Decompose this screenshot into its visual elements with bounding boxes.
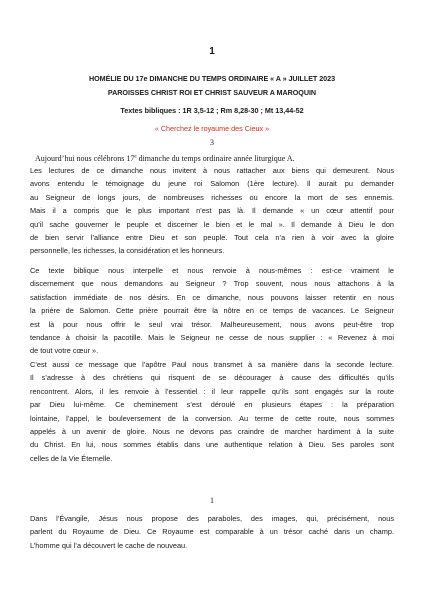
paragraph-salomon xyxy=(30,164,394,258)
text-line: satisfaction immédiate de nos désirs. En ce dimanche, nous pouvons laisser retentir en nous xyxy=(30,292,394,302)
text-line: qu’il sache gouverner le peuple et discerner le bien et le mal ». Il demande à Dieu le don xyxy=(30,219,394,229)
intro-text-after: dimanche du temps ordinaire année liturgique A. xyxy=(136,154,295,163)
text-line: est là pour nous offrir le seul vrai trésor. Malheureusement, nous avons peut-être trop xyxy=(30,319,394,329)
section-number: 1 xyxy=(210,496,214,505)
homily-subtitle: « Cherchez le royaume des Cieux » xyxy=(154,124,270,133)
text-line: la prière de Salomon. Cette prière pourrait être la nôtre en ce temps de vacances. Le Seigneur xyxy=(30,306,394,316)
text-line: Il s’adresse à des chrétiens qui risquent de se décourager à cause des difficultés qu’ils xyxy=(30,373,394,383)
paragraph-paul xyxy=(30,358,394,465)
text-line: Dans l’Évangile, Jésus nous propose des paraboles, des images, qui, précisément, nous xyxy=(30,514,394,523)
paragraph-evangile xyxy=(30,512,394,552)
text-line: tendance à choisir la pacotille. Mais le Seigneur ne cesse de nous supplier : « Revenez à moi xyxy=(30,333,394,343)
text-line: rencontrent. Alors, il les renvoie à l’essentiel : il leur rappelle qu’ils sont engagés sur la route xyxy=(30,386,394,396)
text-line: Les lectures de ce dimanche nous invitent à nous rattacher aux biens qui demeurent. Nous xyxy=(30,166,394,175)
text-line: personnelle, les richesses, la considération et les honneurs. xyxy=(30,246,225,256)
intro-superscript: e xyxy=(134,154,137,160)
paragraph-discernement xyxy=(30,264,394,358)
text-line: lointaine, l’appel, le bouleversement de la conversion. Au terme de cette route, nous sommes xyxy=(30,413,394,423)
text-line: par Dieu lui-même. Ce cheminement s’est déroulé en plusieurs étapes : la préparation xyxy=(30,400,394,410)
text-line: avons entendu le témoignage du jeune roi Salomon (1ère lecture). Il aurait pu demander xyxy=(30,179,394,189)
page-number: 1 xyxy=(209,46,215,57)
text-line: discernement que nous demandons au Seigneur ? Trop souvent, nous nous attachons à la xyxy=(30,279,394,289)
text-line: C’est aussi ce message que l’apôtre Paul nous transmet à sa manière dans la seconde lecture. xyxy=(30,360,394,369)
text-line: celles de la Vie Éternelle. xyxy=(30,453,113,463)
text-line: appelés à un avenir de gloire. Nous ne devons pas craindre de marcher hardiment à la suite xyxy=(30,427,394,437)
text-line: du Christ. En lui, nous sommes établis dans une authentique relation à Dieu. Ses paroles sont xyxy=(30,440,394,450)
section-number: 3 xyxy=(210,138,214,147)
text-line: de tout votre cœur ». xyxy=(30,346,99,356)
homily-title: HOMÉLIE DU 17e DIMANCHE DU TEMPS ORDINAIRE « A » JUILLET 2023 xyxy=(88,74,336,83)
intro-sentence xyxy=(35,154,295,163)
text-line: au Seigneur de longs jours, de nombreuses richesses ou encore la mort de ses ennemis. xyxy=(30,192,394,202)
text-line: de bien servir l’alliance entre Dieu et son peuple. Tout cela n’a rien à voir avec la gloire xyxy=(30,233,394,243)
intro-text-before: Aujourd’hui nous célébrons 17 xyxy=(35,154,135,163)
text-line: L’homme qui l’a découvert le cache de nouveau. xyxy=(30,540,188,550)
bible-readings: Textes bibliques : 1R 3,5-12 ; Rm 8,28-30 ; Mt 13,44-52 xyxy=(120,106,304,115)
parishes-title: PAROISSES CHRIST ROI ET CHRIST SAUVEUR A MAROQUIN xyxy=(107,88,317,97)
text-line: Mais il a compris que le plus important n’est pas là. Il demande « un cœur attentif pour xyxy=(30,206,394,216)
text-line: parlent du Royaume de Dieu. Ce Royaume est comparable à un trésor caché dans un champ. xyxy=(30,527,394,537)
text-line: Ce texte biblique nous interpelle et nous renvoie à nous-mêmes : est-ce vraiment le xyxy=(30,266,394,275)
